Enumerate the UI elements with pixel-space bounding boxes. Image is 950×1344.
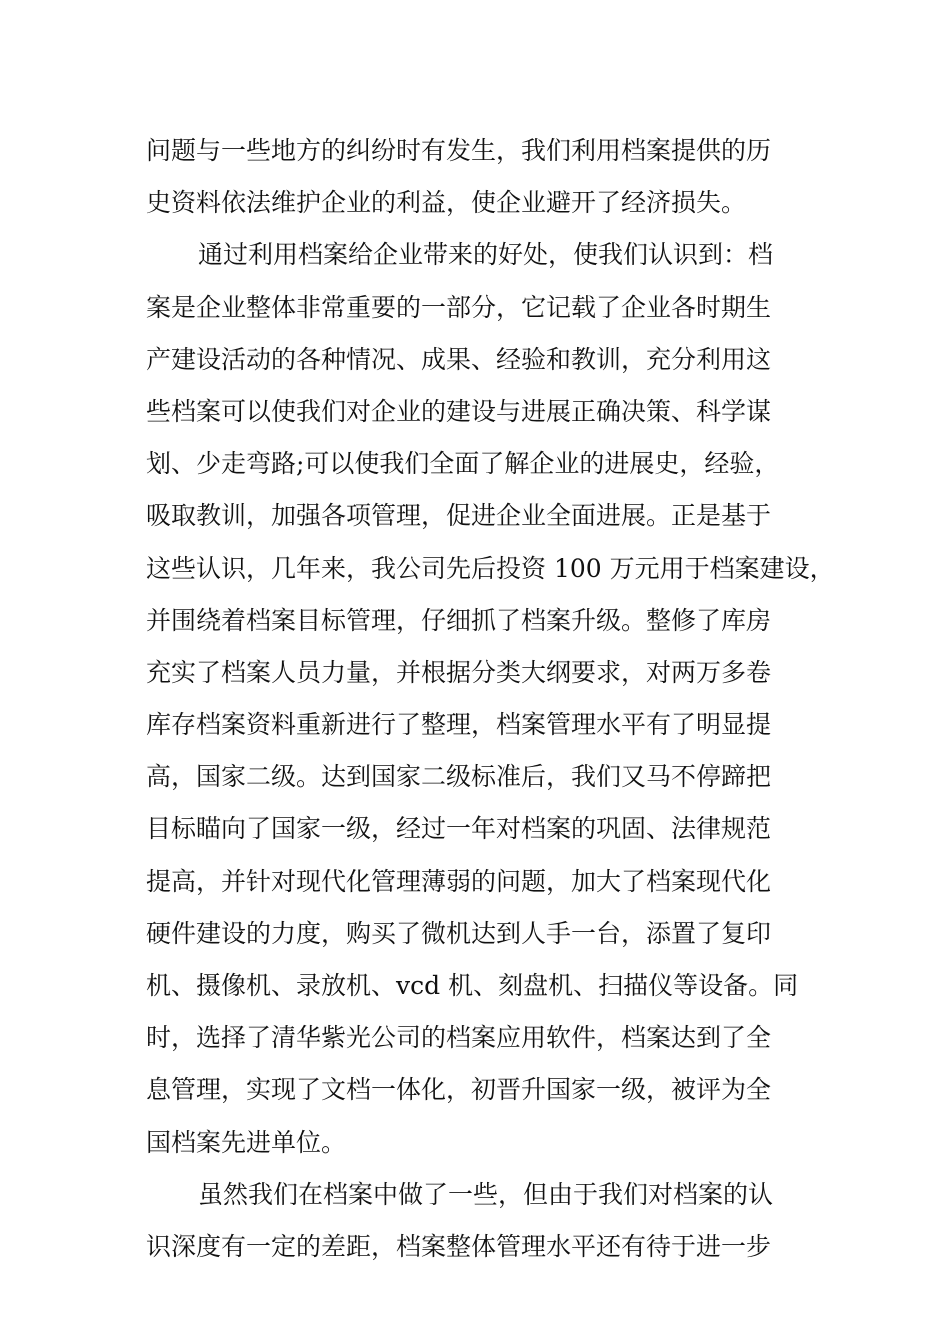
text-line: 史资料依法维护企业的利益，使企业避开了经济损失。: [146, 188, 747, 218]
text-line: 充实了档案人员力量，并根据分类大纲要求，对两万多卷: [146, 657, 772, 687]
text-line: 划、少走弯路;可以使我们全面了解企业的进展史，经验，: [146, 449, 780, 479]
text-line: 目标瞄向了国家一级，经过一年对档案的巩固、法律规范: [146, 814, 772, 844]
text-line: 库存档案资料重新进行了整理，档案管理水平有了明显提: [146, 710, 772, 740]
text-line: 产建设活动的各种情况、成果、经验和教训，充分利用这: [146, 344, 772, 374]
text-line: 提高，并针对现代化管理薄弱的问题，加大了档案现代化: [146, 866, 772, 896]
text-line: 时，选择了清华紫光公司的档案应用软件，档案达到了全: [146, 1023, 772, 1053]
text-line: 息管理，实现了文档一体化，初晋升国家一级，被评为全: [146, 1075, 772, 1105]
paragraph-first-line: 通过利用档案给企业带来的好处，使我们认识到：档: [198, 240, 774, 270]
text-line: 硬件建设的力度，购买了微机达到人手一台，添置了复印: [146, 918, 772, 948]
text-line: 问题与一些地方的纠纷时有发生，我们利用档案提供的历: [146, 136, 772, 165]
text-line: 并围绕着档案目标管理，仔细抓了档案升级。整修了库房: [146, 605, 772, 635]
text-line: 高，国家二级。达到国家二级标准后，我们又马不停蹄把: [146, 762, 772, 792]
paragraph-first-line: 虽然我们在档案中做了一些，但由于我们对档案的认: [198, 1179, 774, 1209]
text-line: 识深度有一定的差距，档案整体管理水平还有待于进一步: [146, 1231, 772, 1261]
text-line: 些档案可以使我们对企业的建设与进展正确决策、科学谋: [146, 396, 772, 426]
body-text: [146, 125, 836, 1273]
text-line: 吸取教训，加强各项管理，促进企业全面进展。正是基于: [146, 501, 772, 531]
text-line: 这些认识，几年来，我公司先后投资 100 万元用于档案建设，: [146, 553, 835, 583]
text-line: 机、摄像机、录放机、vcd 机、刻盘机、扫描仪等设备。同: [146, 971, 799, 1000]
text-line: 案是企业整体非常重要的一部分，它记载了企业各时期生: [146, 292, 772, 322]
text-line: 国档案先进单位。: [146, 1127, 347, 1157]
